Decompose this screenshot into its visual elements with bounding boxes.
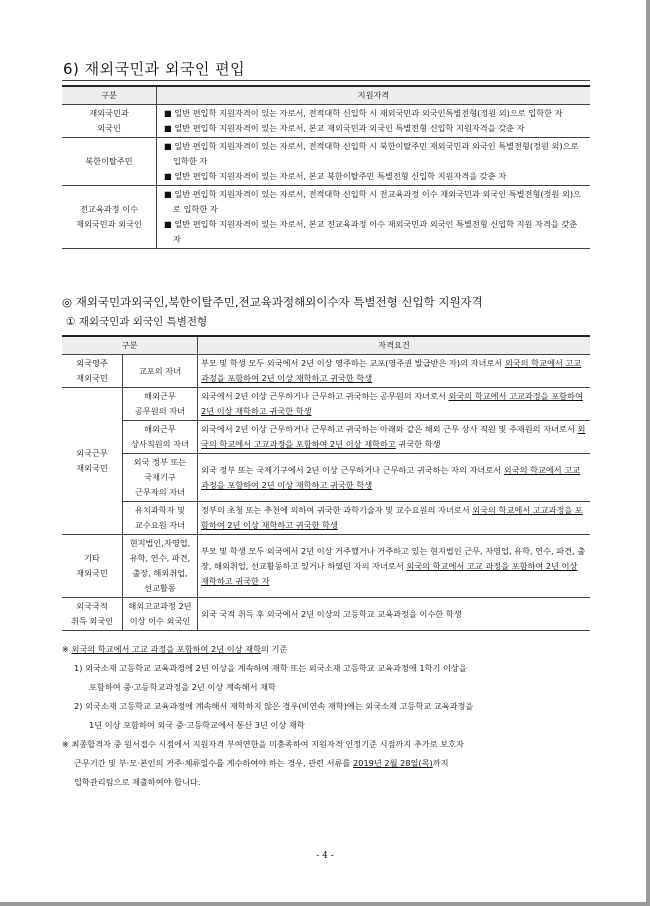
table2-requirement: 외국에서 2년 이상 근무하거나 근무하고 귀국하는 공무원의 자녀로서 외국의 학교에서 고교과정을 포함하여 2년 이상 재학하고 귀국한 학생 [198,388,591,421]
table1-row [62,138,590,186]
table1-category: 전교육과정 이수 재외국민과 외국인 [62,186,157,249]
table2-row [62,454,590,502]
table1-header-eligibility: 지원자격 [157,86,591,105]
table1-category: 북한이탈주민 [62,138,157,186]
table2-requirement: 외국에서 2년 이상 근무하거나 근무하고 귀국하는 아래와 같은 해외 근무 상사 직원 및 주재원의 자녀로서 외국의 학교에서 고교과정을 포함하여 2년 이상 재학하고 귀국한 학생 [198,421,591,454]
table2-requirement: 외국 국적 취득 후 외국에서 2년 이상의 고등학교 교육과정을 이수한 학생 [198,598,591,631]
note-line: ※ 외국의 학교에서 고교 과정을 포함하여 2년 이상 재학의 기준 [62,644,288,654]
table1-row [62,105,590,138]
table2-group: 외국국적 취득 외국인 [62,598,123,631]
table2-requirement: 정부의 초청 또는 추천에 의하여 귀국한 과학기술자 및 교수요원의 자녀로서 외국의 학교에서 고교과정을 포함하여 2년 이상 재학하고 귀국한 학생 [198,502,591,535]
table2-header-category: 구분 [62,336,198,355]
table2-subcategory: 해외근무 공무원의 자녀 [123,388,198,421]
table1-eligibility [157,105,591,138]
table1-eligibility [157,186,591,249]
table1-row [62,186,590,249]
table2-requirement: 외국 정부 또는 국제기구에서 2년 이상 근무하거나 근무하고 귀국하는 자의 자녀로서 외국의 학교에서 고교 과정을 포함하여 2년 이상 재학하고 귀국한 학생 [198,454,591,502]
table2-row [62,535,590,598]
table2-group: 외국근무 재외국민 [62,388,123,535]
eligibility-item: ■ 일반 편입학 지원자격이 있는 자로서, 전적대학 신입학 시 재외국민과 외국인특별전형(정원 외)으로 입학한 자 [164,108,563,118]
eligibility-item: ■ 일반 편입학 지원자격이 있는 자로서, 본교 북한이탈주민 특별전형 신입학 지원자격을 갖춘 자 [164,171,507,181]
table2-subcategory: 현지법인,자영업, 유학, 연수, 파견, 출장, 해외취업, 선교활동 [123,535,198,598]
note-line: 1) 외국소재 고등학교 교육과정에 2년 이상을 계속하여 재학 또는 외국소재 고등학교 교육과정에 1학기 이상을 [74,663,467,673]
table2-row [62,421,590,454]
eligibility-item: ■ 일반 편입학 지원자격이 있는 자로서, 본교 전교육과정 이수 재외국민과 외국인 특별전형 신입학 지원 자격을 갖춘 자 [164,219,578,244]
table2-requirement: 부모 및 학생 모두 외국에서 2년 이상 거주했거나 거주하고 있는 현지법인 근무, 자영업, 유학, 연수, 파견, 출장, 해외취업, 선교활동하고 있거나 하였던 자의 자녀로서 외국의 학교에서 고교 과정을 포함하여 2년 이상 재학하고 귀국한 자 [198,535,591,598]
table2-subcategory: 교포의 자녀 [123,355,198,388]
note-line: 근무기간 및 부·모·본인의 거주·체류일수를 계수하여야 하는 경우, 관련 서류를 2019년 2월 28일(목)까지 [74,758,449,768]
note-line: 포함하여 중·고등학교과정을 2년 이상 계속해서 재학 [89,682,276,692]
table2-group: 기타 재외국민 [62,535,123,598]
note-line: ※ 최종합격자 중 원서접수 시점에서 지원자격 부여연한을 미충족하여 지원자격 인정기준 시점까지 추가로 보호자 [62,739,464,749]
table2-row [62,598,590,631]
eligibility-item: ■ 일반 편입학 지원자격이 있는 자로서, 전적대학 신입학 시 북한이탈주민 재외국민과 외국인 특별전형(정원 외)으로 입학한 자 [164,141,579,166]
subsection-subtitle: ① 재외국민과 외국인 특별전형 [66,316,208,328]
eligibility-item: ■ 일반 편입학 지원자격이 있는 자로서, 전적대학 신입학 시 전교육과정 이수 재외국민과 외국인 특별전형(정원 외)으로 입학한 자 [164,189,581,214]
table2-subcategory: 외국 정부 또는 국제기구 근무자의 자녀 [123,454,198,502]
eligibility-item: ■ 일반 편입학 지원자격이 있는 자로서, 본교 재외국민과 외국인 특별전형 신입학 지원자격을 갖춘 자 [164,123,525,133]
note-line: 1년 이상 포함하여 외국 중·고등학교에서 통산 3년 이상 재학 [89,720,305,730]
table2-subcategory: 해외고교과정 2년 이상 이수 외국인 [123,598,198,631]
table2-requirement: 부모 및 학생 모두 외국에서 2년 이상 영주하는 교포(영주권 발급받은 자)의 자녀로서 외국의 학교에서 고교과정을 포함하여 2년 이상 재학하고 귀국한 학생 [198,355,591,388]
table2-row [62,502,590,535]
table1-category: 재외국민과 외국인 [62,105,157,138]
table1-eligibility [157,138,591,186]
table2-group: 외국영주 재외국민 [62,355,123,388]
section-title: 6) 재외국민과 외국인 편입 [63,60,246,78]
special-admission-table [62,335,590,631]
table2-subcategory: 해외근무 상사직원의 자녀 [123,421,198,454]
table1-header-category: 구분 [62,86,157,105]
note-line: 2) 외국소재 고등학교 교육과정에 계속해서 재학하지 않은 경우(비연속 재학)에는 외국소재 고등학교 교육과정을 [74,701,474,711]
table2-subcategory: 유치과학자 및 교수요원 자녀 [123,502,198,535]
notes-block [62,640,590,792]
table2-row [62,355,590,388]
table2-row [62,388,590,421]
page-number: - 4 - [316,851,334,861]
subsection-title: ◎ 재외국민과외국인,북한이탈주민,전교육과정해외이수자 특별전형 신입학 지원자격 [62,295,483,309]
table2-header-requirement: 자격요건 [198,336,591,355]
title-rule [62,80,590,81]
transfer-eligibility-table [62,85,590,249]
note-line: 입학관리팀으로 제출하여야 합니다. [74,777,201,787]
